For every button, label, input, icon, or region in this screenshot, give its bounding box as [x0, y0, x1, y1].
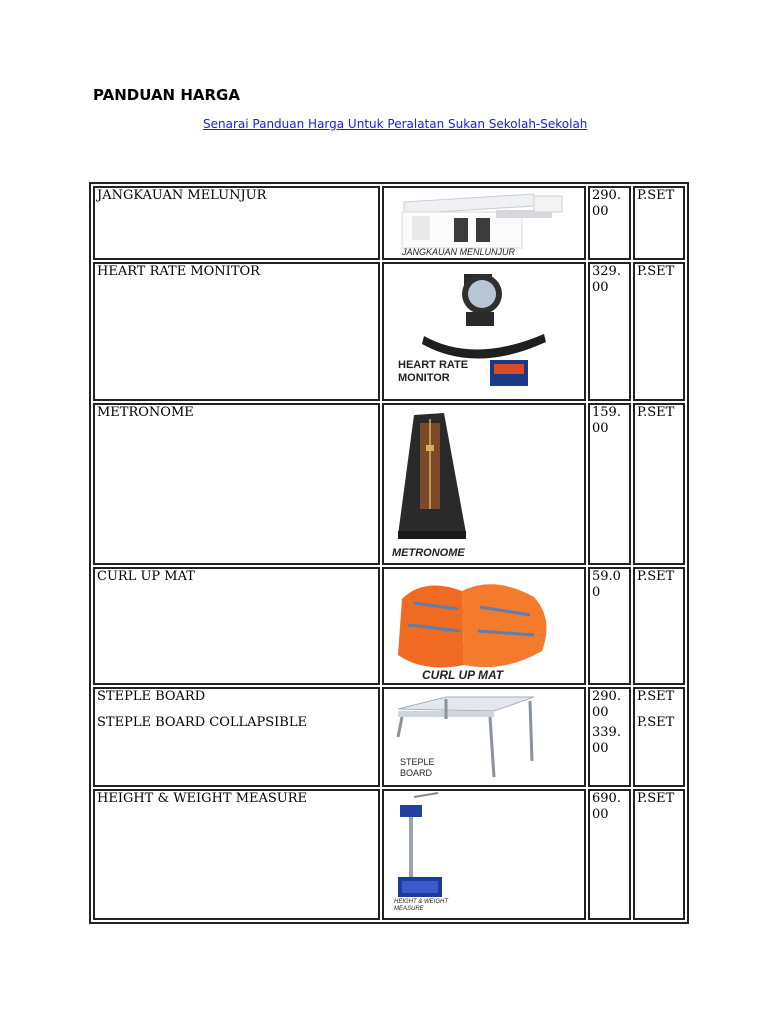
- product-image-steple-board: [384, 689, 584, 785]
- page-title: PANDUAN HARGA: [93, 86, 240, 104]
- price-cell: [588, 687, 631, 787]
- unit: P.SET: [637, 791, 675, 806]
- product-name-cell: [93, 687, 380, 787]
- unit-cell: [633, 687, 685, 787]
- price-cell: [588, 403, 631, 565]
- unit-cell: [633, 789, 685, 920]
- product-image-cell: [382, 403, 586, 565]
- unit: P.SET: [637, 405, 675, 420]
- product-name: CURL UP MAT: [97, 569, 195, 584]
- product-image-sit-and-reach: [384, 188, 584, 258]
- unit-cell: [633, 186, 685, 260]
- product-name-cell: [93, 789, 380, 920]
- unit: P.SET: [637, 715, 675, 730]
- product-image-cell: [382, 687, 586, 787]
- table-row: [93, 403, 685, 565]
- table-row: [93, 687, 685, 787]
- price-cell: [588, 186, 631, 260]
- price-cell: [588, 567, 631, 685]
- image-caption: CURL UP MAT: [422, 668, 504, 682]
- unit-cell: [633, 262, 685, 401]
- price: 290.00: [592, 188, 621, 219]
- price-table: [89, 182, 689, 924]
- price-cell: [588, 262, 631, 401]
- price: 159.00: [592, 405, 621, 436]
- product-image-cell: [382, 567, 586, 685]
- image-caption: STEPLE BOARD: [400, 757, 435, 778]
- product-image-cell: [382, 262, 586, 401]
- image-caption: JANGKAUAN MENLUNJUR: [402, 247, 516, 257]
- product-image-curl-up-mat: [384, 569, 584, 683]
- price: 329.00: [592, 264, 621, 295]
- image-caption: HEART RATE MONITOR: [398, 359, 469, 384]
- price: 339.00: [592, 725, 621, 756]
- unit: P.SET: [637, 689, 675, 704]
- price: 690.00: [592, 791, 621, 822]
- table-row: [93, 262, 685, 401]
- table-row: [93, 789, 685, 920]
- table-row: [93, 186, 685, 260]
- image-caption: HEIGHT & WEIGHT MEASURE: [394, 899, 448, 912]
- product-image-cell: [382, 789, 586, 920]
- product-name-cell: [93, 403, 380, 565]
- product-name-cell: [93, 567, 380, 685]
- product-name-cell: [93, 262, 380, 401]
- price-cell: [588, 789, 631, 920]
- product-image-height-weight-measure: [384, 791, 584, 918]
- product-name: STEPLE BOARD: [97, 689, 206, 704]
- product-name: HEART RATE MONITOR: [97, 264, 260, 279]
- product-name: METRONOME: [97, 405, 194, 420]
- product-name: HEIGHT & WEIGHT MEASURE: [97, 791, 308, 806]
- unit: P.SET: [637, 188, 675, 203]
- price-guide-link[interactable]: Senarai Panduan Harga Untuk Peralatan Sukan Sekolah-Sekolah: [203, 117, 588, 131]
- price: 290.00: [592, 689, 621, 720]
- product-name: JANGKAUAN MELUNJUR: [97, 188, 267, 203]
- product-image-cell: [382, 186, 586, 260]
- product-name-cell: [93, 186, 380, 260]
- unit-cell: [633, 567, 685, 685]
- table-row: [93, 567, 685, 685]
- image-caption: METRONOME: [392, 547, 465, 559]
- price: 59.00: [592, 569, 621, 600]
- product-name: STEPLE BOARD COLLAPSIBLE: [97, 715, 307, 730]
- unit: P.SET: [637, 264, 675, 279]
- unit-cell: [633, 403, 685, 565]
- product-image-metronome: [384, 405, 584, 563]
- product-image-heart-rate-monitor: [384, 264, 584, 399]
- unit: P.SET: [637, 569, 675, 584]
